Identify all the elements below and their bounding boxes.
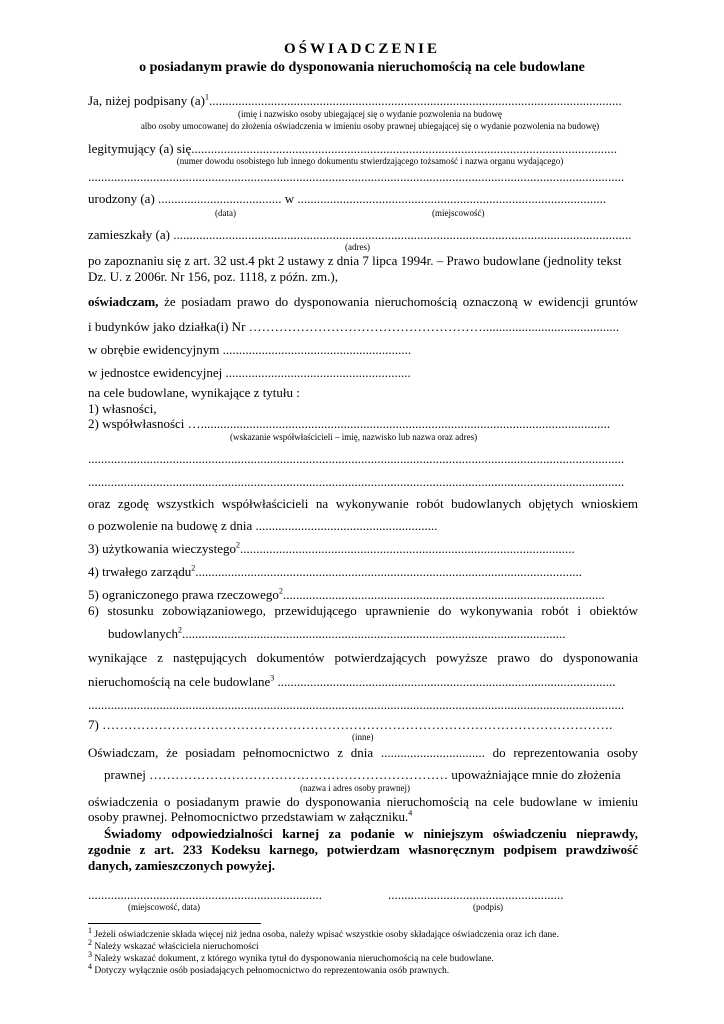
footnote-ref-2: 2 bbox=[191, 563, 196, 573]
footnote-number: 1 bbox=[88, 926, 92, 935]
place-date-field[interactable]: ........................................................................ bbox=[88, 887, 322, 902]
declarant-row bbox=[88, 94, 622, 107]
birth-row bbox=[88, 192, 606, 205]
id-document-hint: (numer dowodu osobistego lub innego dokumentu stwierdzającego tożsamość i nazwa organu wydającego) bbox=[176, 156, 564, 166]
liability-line-1: Świadomy odpowiedzialności karnej za podanie w niniejszym oświadczeniu nieprawdy, bbox=[104, 826, 638, 841]
poa-line-4 bbox=[88, 810, 412, 823]
documents-blank[interactable]: ..................................................................................................................................................................... bbox=[88, 697, 625, 712]
residence-label: zamieszkały (a) bbox=[88, 227, 170, 242]
legal-basis-2: Dz. U. z 2006r. Nr 156, poz. 1118, z późn. zm.), bbox=[88, 269, 338, 284]
title-limited-property-right-label: 5) ograniczonego prawa rzeczowego bbox=[88, 587, 279, 602]
residence-field[interactable]: ............................................................................................................................................. bbox=[173, 227, 632, 242]
title-co-ownership-label: 2) współwłasności bbox=[88, 416, 185, 431]
id-document-extra-field[interactable]: ..................................................................................................................................................................... bbox=[88, 169, 625, 184]
poa-line-1[interactable]: Oświadczam, że posiadam pełnomocnictwo z dnia ................................ do reprezentowania osoby bbox=[88, 745, 638, 760]
footnote-text: Jeżeli oświadczenie składa więcej niż jedna osoba, należy wpisać wszystkie osoby składające oświadczenia oraz ich dane. bbox=[94, 930, 559, 941]
id-document-label: legitymujący (a) się bbox=[88, 141, 192, 156]
birth-date-hint: (data) bbox=[215, 208, 236, 218]
birth-label: urodzony (a) bbox=[88, 191, 155, 206]
footnote-ref-2: 2 bbox=[236, 540, 241, 550]
footnote-text: Należy wskazać właściciela nieruchomości bbox=[94, 942, 259, 953]
birth-sep: w bbox=[284, 191, 295, 206]
birth-date-field[interactable]: ...................................... bbox=[158, 191, 282, 206]
declarant-hint-2: albo osoby umocowanej do złożenia oświadczenia w imieniu osoby prawnej ubiegającej się o wydanie pozwolenia na budowę) bbox=[140, 121, 600, 131]
title-obligation-line-1: 6) stosunku zobowiązaniowego, przewidującego uprawnienie do wykonywania robót i obiektów bbox=[88, 603, 638, 618]
co-owners-hint: (wskazanie współwłaścicieli – imię, nazwisko lub nazwa oraz adres) bbox=[230, 432, 478, 442]
footnote bbox=[88, 938, 259, 953]
document-subtitle: o posiadanym prawie do dysponowania nieruchomością na cele budowlane bbox=[139, 60, 585, 75]
poa-line-2[interactable]: prawnej …………………………………………………………… upoważniające mnie do złożenia bbox=[104, 767, 621, 782]
footnote-number: 2 bbox=[88, 938, 92, 947]
consent-line-1: oraz zgodę wszystkich współwłaścicieli na wykonywanie robót budowlanych objętych wnioskiem bbox=[88, 496, 638, 511]
declarant-name-field[interactable]: ............................................................................................................................... bbox=[208, 93, 622, 108]
residence-row bbox=[88, 228, 631, 241]
title-perpetual-usufruct-label: 3) użytkowania wieczystego bbox=[88, 541, 237, 556]
plot-number-row[interactable]: i budynków jako działka(i) Nr ……………………………………………….......................................... bbox=[88, 319, 620, 334]
declaration-line-1 bbox=[88, 295, 638, 308]
title-permanent-management-label: 4) trwałego zarządu bbox=[88, 564, 192, 579]
co-owners-blank-2[interactable]: ..................................................................................................................................................................... bbox=[88, 474, 625, 489]
footnote-ref-2: 2 bbox=[178, 625, 183, 635]
footnote-separator bbox=[88, 923, 261, 924]
obligation-field[interactable]: ...................................................................................................................... bbox=[182, 626, 566, 641]
declaration-line-1-text: że posiadam prawo do dysponowania nieruchomością oznaczoną w ewidencji gruntów bbox=[164, 294, 639, 309]
title-co-ownership-row bbox=[88, 417, 610, 430]
legal-basis-1: po zapoznaniu się z art. 32 ust.4 pkt 2 ustawy z dnia 7 lipca 1994r. – Prawo budowlane (jednolity tekst bbox=[88, 253, 622, 268]
documents-line-2 bbox=[88, 675, 616, 688]
title-obligation-line-2 bbox=[108, 627, 566, 640]
unit-row[interactable]: w jednostce ewidencyjnej ......................................................... bbox=[88, 365, 411, 380]
purpose-text: na cele budowlane, wynikające z tytułu : bbox=[88, 385, 300, 400]
perpetual-usufruct-field[interactable]: ....................................................................................................... bbox=[240, 541, 575, 556]
documents-line-1: wynikające z następujących dokumentów potwierdzających powyższe prawo do dysponowania bbox=[88, 650, 638, 665]
title-obligation-label: budowlanych bbox=[108, 626, 179, 641]
poa-line-4-text: osoby prawnej. Pełnomocnictwo przedstawiam w załączniku. bbox=[88, 809, 409, 824]
liability-line-2: zgodnie z art. 233 Kodeksu karnego, potwierdzam własnoręcznym podpisem prawdziwość bbox=[88, 842, 638, 857]
liability-line-3: danych, zamieszczonych powyżej. bbox=[88, 858, 276, 873]
birth-place-hint: (miejscowość) bbox=[432, 208, 485, 218]
footnote-text: Należy wskazać dokument, z którego wynika tytuł do dysponowania nieruchomością na cele budowlane. bbox=[94, 954, 494, 965]
co-owners-field[interactable]: ….............................................................................................................................. bbox=[187, 416, 611, 431]
permanent-management-field[interactable]: ....................................................................................................................... bbox=[195, 564, 582, 579]
limited-property-right-field[interactable]: ................................................................................................... bbox=[282, 587, 605, 602]
footnote-number: 3 bbox=[88, 950, 92, 959]
footnote-number: 4 bbox=[88, 962, 92, 971]
title-other-field[interactable]: 7) ………………………………………………………………………………………………………. bbox=[88, 717, 613, 732]
title-permanent-management bbox=[88, 565, 582, 578]
consent-line-2[interactable]: o pozwolenie na budowę z dnia ........................................................ bbox=[88, 518, 438, 533]
documents-field[interactable]: ........................................................................................................ bbox=[277, 674, 616, 689]
poa-line-3: oświadczenia o posiadanym prawie do dysponowania nieruchomością na cele budowlane w imieniu bbox=[88, 794, 638, 809]
footnote-ref-4: 4 bbox=[408, 808, 413, 818]
place-date-hint: (miejscowość, data) bbox=[128, 902, 200, 912]
footnote bbox=[88, 926, 559, 941]
precinct-row[interactable]: w obrębie ewidencyjnym .......................................................... bbox=[88, 342, 412, 357]
documents-label: nieruchomością na cele budowlane bbox=[88, 674, 271, 689]
poa-hint: (nazwa i adres osoby prawnej) bbox=[300, 783, 410, 793]
signature-field[interactable]: ...................................................... bbox=[388, 887, 564, 902]
signature-hint: (podpis) bbox=[473, 902, 503, 912]
footnote bbox=[88, 950, 494, 965]
footnote bbox=[88, 962, 450, 977]
declaration-bold-word: oświadczam, bbox=[88, 294, 159, 309]
footnote-ref-3: 3 bbox=[270, 673, 275, 683]
declarant-label: Ja, niżej podpisany (a) bbox=[88, 93, 205, 108]
title-other-hint: (inne) bbox=[352, 732, 374, 742]
footnote-ref-2: 2 bbox=[278, 586, 283, 596]
footnote-text: Dotyczy wyłącznie osób posiadających pełnomocnictwo do reprezentowania osób prawnych. bbox=[94, 966, 450, 977]
declarant-hint-1: (imię i nazwisko osoby ubiegającej się o wydanie pozwolenia na budowę bbox=[238, 109, 502, 119]
title-limited-property-right bbox=[88, 588, 605, 601]
residence-hint: (adres) bbox=[345, 242, 370, 252]
co-owners-blank-1[interactable]: ..................................................................................................................................................................... bbox=[88, 451, 625, 466]
id-document-row bbox=[88, 142, 617, 155]
footnote-ref-1: 1 bbox=[204, 92, 209, 102]
title-perpetual-usufruct bbox=[88, 542, 575, 555]
birth-place-field[interactable]: ............................................................................................... bbox=[297, 191, 607, 206]
document-title: OŚWIADCZENIE bbox=[283, 41, 441, 57]
title-ownership: 1) własności, bbox=[88, 401, 157, 416]
id-document-field[interactable]: ................................................................................................................................... bbox=[191, 141, 617, 156]
